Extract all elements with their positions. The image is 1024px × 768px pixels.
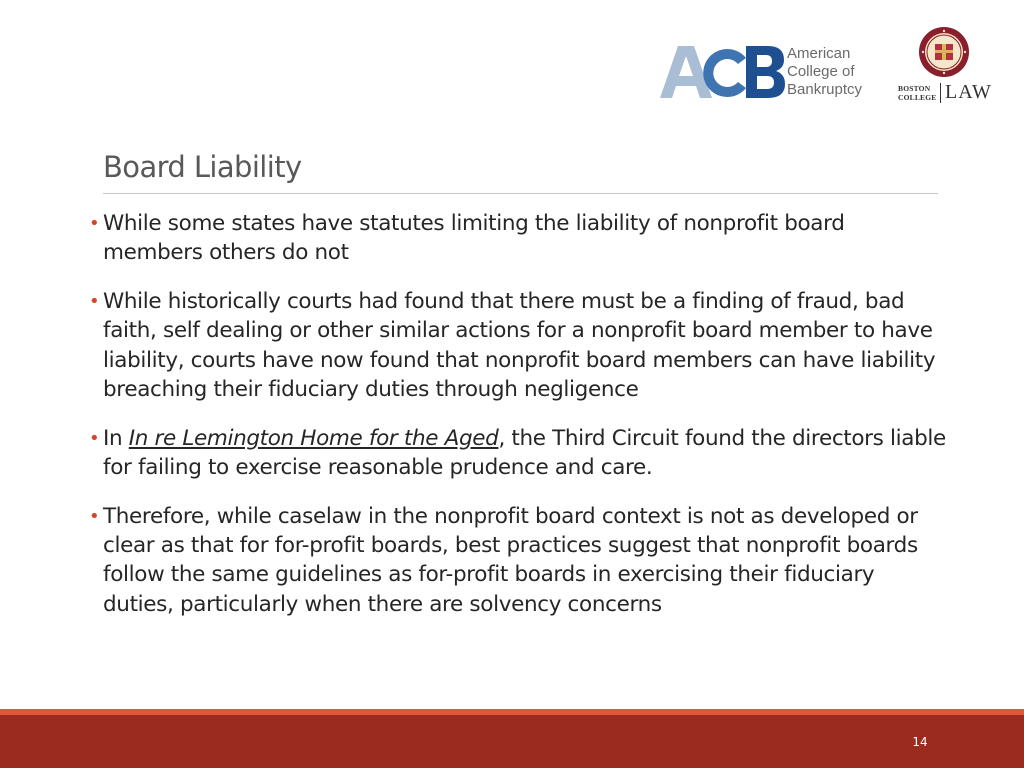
bc-word-law: LAW	[945, 81, 992, 103]
bullet-text-prefix: In	[103, 425, 129, 451]
header-logos	[0, 0, 1024, 120]
acb-logo	[658, 40, 878, 104]
bullet-text: While historically courts had found that there must be a finding of fraud, bad faith, self dealing or other similar actions for a nonprofit board member to have liability, courts have now found that nonprofit board members can have liability breaching their fiduciary duties through negligence	[103, 289, 936, 402]
bc-word-college: COLLEGE	[898, 93, 937, 102]
acb-word-line: Bankruptcy	[787, 81, 863, 98]
acb-word-line: College of	[787, 63, 855, 80]
bullet-marker: •	[89, 427, 100, 449]
slide-title: Board Liability	[103, 150, 302, 184]
bullet-item	[89, 502, 949, 619]
bullet-marker: •	[89, 505, 100, 527]
boston-college-seal-icon	[918, 26, 970, 78]
boston-college-law-logo	[896, 26, 1000, 106]
bullet-item	[89, 424, 949, 483]
bullet-text-suffix: , the Third Circuit found the directors liable for failing to exercise reasonable prudence and care.	[103, 425, 946, 481]
bullet-text: While some states have statutes limiting the liability of nonprofit board members others do not	[103, 211, 845, 266]
bullet-item	[89, 287, 949, 404]
bullet-list	[89, 209, 949, 639]
case-citation-link[interactable]: In re Lemington Home for the Aged	[128, 425, 499, 451]
bullet-text: Therefore, while caselaw in the nonprofit board context is not as developed or clear as that for for-profit boards, best practices suggest that nonprofit boards follow the same guidelines as for-profit boards in exercising their fiduciary duties, particularly when there are solvency concerns	[103, 503, 918, 617]
bullet-marker: •	[89, 291, 100, 313]
bc-divider	[940, 83, 941, 103]
footer-band	[0, 715, 1024, 768]
acb-word-line: American	[787, 45, 851, 62]
bc-word-boston: BOSTON	[898, 84, 931, 93]
bullet-marker: •	[89, 213, 100, 234]
title-divider	[103, 193, 938, 194]
boston-college-wordmark	[896, 83, 1000, 105]
page-number: 14	[912, 735, 928, 749]
bullet-item	[89, 209, 949, 268]
boston-college-small-text	[898, 84, 937, 102]
acb-wordmark	[787, 45, 887, 99]
acb-monogram-icon	[658, 40, 786, 104]
